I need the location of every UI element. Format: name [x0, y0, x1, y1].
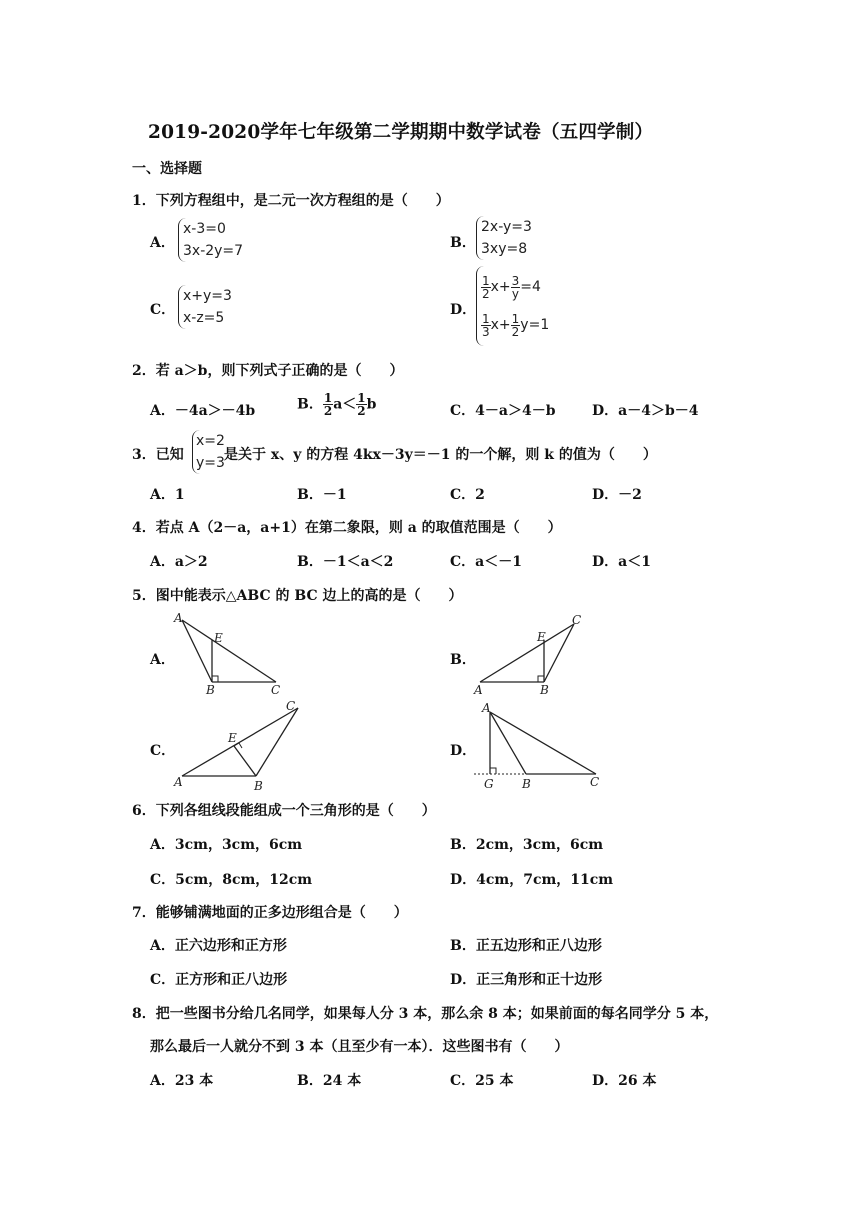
- fig-b-right-angle: [538, 676, 544, 682]
- q1-b-equation-2: 3xy=8: [481, 241, 528, 257]
- q5-figure-a: [168, 610, 298, 696]
- fig-a-label-a: A: [174, 611, 183, 625]
- question-2-stem: 2．若 a＞b，则下列式子正确的是（ ）: [132, 363, 404, 379]
- q3-option-b[interactable]: B．－1: [297, 487, 347, 503]
- q4-option-a[interactable]: A．a＞2: [150, 554, 208, 570]
- fig-c-height: [234, 746, 256, 776]
- q8-option-d[interactable]: D．26 本: [592, 1073, 657, 1089]
- q1-b-equation-1: 2x-y=3: [481, 219, 532, 235]
- q5-figure-d: [468, 698, 608, 794]
- q2-option-a[interactable]: A．－4a＞－4b: [150, 403, 256, 419]
- fig-d-label-b: B: [522, 777, 531, 791]
- q3-option-a[interactable]: A．1: [150, 487, 185, 503]
- q5-figure-b: [470, 610, 594, 696]
- q1-option-c-system: [178, 285, 232, 329]
- q1-option-d-system: [476, 266, 549, 346]
- q5-option-a[interactable]: A．: [150, 652, 175, 668]
- q5-option-d[interactable]: D．: [450, 743, 477, 759]
- fig-a-side-ac: [182, 620, 276, 682]
- question-7-stem: 7．能够铺满地面的正多边形组合是（ ）: [132, 905, 408, 921]
- question-6-stem: 6．下列各组线段能组成一个三角形的是（ ）: [132, 803, 436, 819]
- q2-option-d[interactable]: D．a－4＞b－4: [592, 403, 699, 419]
- q4-option-d[interactable]: D．a＜1: [592, 554, 651, 570]
- q1-c-equation-1: x+y=3: [183, 288, 232, 304]
- q3-solution-system: [192, 430, 225, 474]
- fig-d-label-a: A: [482, 701, 491, 715]
- q1-option-a-system: [178, 218, 243, 262]
- fig-b-label-c: C: [572, 613, 582, 627]
- fig-a-label-c: C: [271, 683, 281, 696]
- fig-a-label-b: B: [206, 683, 215, 696]
- question-4-stem: 4．若点 A（2－a，a+1）在第二象限，则 a 的取值范围是（ ）: [132, 520, 562, 536]
- fig-c-label-e: E: [228, 731, 237, 745]
- question-1-stem: 1．下列方程组中，是二元一次方程组的是（ ）: [132, 193, 450, 209]
- question-8-stem-line-1: 8．把一些图书分给几名同学，如果每人分 3 本，那么余 8 本；如果前面的每名同学分 5 本，: [132, 1006, 719, 1022]
- fig-c-label-c: C: [286, 699, 296, 713]
- fig-d-side-ab: [490, 712, 526, 774]
- q1-option-b-label[interactable]: B．: [450, 235, 476, 251]
- q7-option-d[interactable]: D．正三角形和正十边形: [450, 972, 603, 988]
- q5-figure-c: [170, 696, 310, 792]
- fig-c-label-b: B: [254, 779, 263, 792]
- q3-y-value: y=3: [196, 455, 225, 471]
- fig-b-label-e: E: [537, 630, 546, 644]
- fig-c-label-a: A: [174, 775, 183, 789]
- fig-d-side-ac: [490, 712, 596, 774]
- q1-option-d-label[interactable]: D．: [450, 302, 477, 318]
- fig-d-label-g: G: [484, 777, 494, 791]
- q4-option-c[interactable]: C．a＜－1: [450, 554, 522, 570]
- q4-option-b[interactable]: B．－1＜a＜2: [297, 554, 394, 570]
- q3-option-c[interactable]: C．2: [450, 487, 485, 503]
- q1-option-b-system: [476, 216, 532, 260]
- question-3-prefix: 3．已知: [132, 447, 184, 463]
- q8-option-a[interactable]: A．23 本: [150, 1073, 214, 1089]
- question-5-stem: 5．图中能表示△ABC 的 BC 边上的高的是（ ）: [132, 588, 463, 604]
- q6-option-c[interactable]: C．5cm，8cm，12cm: [150, 872, 313, 888]
- page-title: 2019-2020学年七年级第二学期期中数学试卷（五四学制）: [148, 122, 654, 143]
- q6-option-a[interactable]: A．3cm，3cm，6cm: [150, 837, 303, 853]
- q1-option-a-label[interactable]: A．: [150, 235, 175, 251]
- q7-option-b[interactable]: B．正五边形和正八边形: [450, 938, 602, 954]
- q1-a-equation-1: x-3=0: [183, 221, 226, 237]
- q7-option-a[interactable]: A．正六边形和正方形: [150, 938, 287, 954]
- q1-a-equation-2: 3x-2y=7: [183, 243, 244, 259]
- q1-d-equation-1: $\frac{1}{2}$ x+ $\frac{3}{y}$ =4: [482, 273, 541, 301]
- q3-option-d[interactable]: D．－2: [592, 487, 642, 503]
- q1-option-c-label[interactable]: C．: [150, 302, 176, 318]
- question-3-suffix: 是关于 x、y 的方程 4kx－3y＝－1 的一个解，则 k 的值为（ ）: [224, 447, 657, 463]
- fig-c-side-bc: [256, 708, 298, 776]
- fig-b-label-a: A: [474, 683, 483, 696]
- q6-option-b[interactable]: B．2cm，3cm，6cm: [450, 837, 604, 853]
- q6-option-d[interactable]: D．4cm，7cm，11cm: [450, 872, 614, 888]
- q1-c-equation-2: x-z=5: [183, 310, 225, 326]
- q5-option-c[interactable]: C．: [150, 743, 176, 759]
- q1-d-equation-2: $\frac{1}{3}$ x+ $\frac{1}{2}$ y=1: [482, 311, 550, 339]
- section-heading: 一、选择题: [132, 161, 202, 177]
- fig-a-label-e: E: [214, 631, 223, 645]
- q7-option-c[interactable]: C．正方形和正八边形: [150, 972, 288, 988]
- q8-option-c[interactable]: C．25 本: [450, 1073, 514, 1089]
- q5-option-b[interactable]: B．: [450, 652, 476, 668]
- question-8-stem-line-2: 那么最后一人就分不到 3 本（且至少有一本）．这些图书有（ ）: [150, 1039, 569, 1055]
- q2-option-c[interactable]: C．4－a＞4－b: [450, 403, 556, 419]
- q2-option-b[interactable]: B． $\frac{1}{2}$ a＜ $\frac{1}{2}$ b: [297, 391, 377, 418]
- fig-a-right-angle: [212, 676, 218, 682]
- q3-x-value: x=2: [196, 433, 225, 449]
- fig-d-right-angle: [490, 768, 496, 774]
- fig-d-label-c: C: [590, 775, 600, 789]
- q8-option-b[interactable]: B．24 本: [297, 1073, 362, 1089]
- fig-c-side-ac: [182, 708, 298, 776]
- fig-b-side-ac: [480, 624, 574, 682]
- fig-b-label-b: B: [540, 683, 549, 696]
